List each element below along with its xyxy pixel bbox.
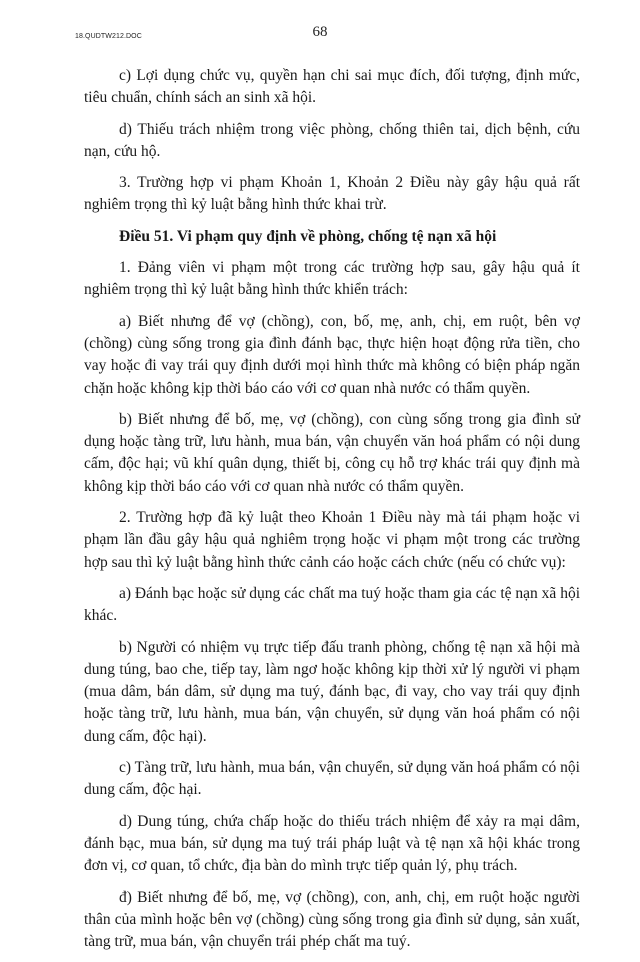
paragraph-clause-1: 1. Đảng viên vi phạm một trong các trường hợp sau, gây hậu quả ít nghiêm trọng thì kỷ luật bằng hình thức khiển trách:: [84, 259, 580, 299]
paragraph-clause-2d: d) Dung túng, chứa chấp hoặc do thiếu trách nhiệm để xảy ra mại dâm, đánh bạc, mua bán, sử dụng ma tuý trái pháp luật và tệ nạn xã hội khác trong đơn vị, cơ quan, tổ chức, địa bàn do mình trực tiếp quản lý, phụ trách.: [84, 812, 580, 875]
paragraph-clause-2c: c) Tàng trữ, lưu hành, mua bán, vận chuyển, sử dụng văn hoá phẩm có nội dung cấm, độc hại.: [84, 759, 580, 799]
file-name-header: 18.QUDTW212.DOC: [75, 33, 142, 40]
document-body: [84, 65, 580, 962]
paragraph-clause-2b: b) Người có nhiệm vụ trực tiếp đấu tranh phòng, chống tệ nạn xã hội mà dung túng, bao che, tiếp tay, làm ngơ hoặc không kịp thời xử lý người vi phạm (mua dâm, bán dâm, sử dụng ma tuý, đánh bạc, đi vay, cho vay trái quy định hoặc tàng trữ, lưu hành, mua bán, vận chuyển, sử dụng văn hoá phẩm có nội dung cấm, độc hại).: [84, 638, 580, 745]
page-number: 68: [312, 24, 328, 40]
paragraph-d-negligence-disaster: d) Thiếu trách nhiệm trong việc phòng, chống thiên tai, dịch bệnh, cứu nạn, cứu hộ.: [84, 120, 580, 160]
paragraph-clause-2a: a) Đánh bạc hoặc sử dụng các chất ma tuý hoặc tham gia các tệ nạn xã hội khác.: [84, 584, 580, 625]
paragraph-clause-3: 3. Trường hợp vi phạm Khoản 1, Khoản 2 Điều này gây hậu quả rất nghiêm trọng thì kỷ luật bằng hình thức khai trừ.: [84, 174, 580, 214]
article-51-heading: Điều 51. Vi phạm quy định về phòng, chống tệ nạn xã hội: [119, 227, 497, 245]
paragraph-c-misuse-authority: c) Lợi dụng chức vụ, quyền hạn chi sai mục đích, đối tượng, định mức, tiêu chuẩn, chính sách an sinh xã hội.: [84, 67, 580, 107]
paragraph-clause-1a: a) Biết nhưng để vợ (chồng), con, bố, mẹ, anh, chị, em ruột, bên vợ (chồng) cùng sống trong gia đình đánh bạc, thực hiện hoạt động rửa tiền, cho vay hoặc đi vay trái quy định dưới mọi hình thức mà không có biện pháp ngăn chặn hoặc không kịp thời báo cáo với cơ quan nhà nước có thẩm quyền.: [84, 312, 580, 397]
paragraph-clause-2dd: đ) Biết nhưng để bố, mẹ, vợ (chồng), con, anh, chị, em ruột hoặc người thân của mình hoặc bên vợ (chồng) cùng sống trong gia đình sử dụng, sản xuất, tàng trữ, mua bán, vận chuyển trái phép chất ma tuý.: [84, 888, 580, 951]
paragraph-clause-1b: b) Biết nhưng để bố, mẹ, vợ (chồng), con cùng sống trong gia đình sử dụng hoặc tàng trữ, lưu hành, mua bán, vận chuyển văn hoá phẩm có nội dung cấm, độc hại; vũ khí quân dụng, thiết bị, công cụ hỗ trợ khác trái quy định mà không kịp thời báo cáo với cơ quan nhà nước có thẩm quyền.: [84, 410, 580, 495]
paragraph-clause-2: 2. Trường hợp đã kỷ luật theo Khoản 1 Điều này mà tái phạm hoặc vi phạm lần đầu gây hậu quả nghiêm trọng hoặc vi phạm một trong các trường hợp sau thì kỷ luật bằng hình thức cảnh cáo hoặc cách chức (nếu có chức vụ):: [84, 509, 580, 571]
